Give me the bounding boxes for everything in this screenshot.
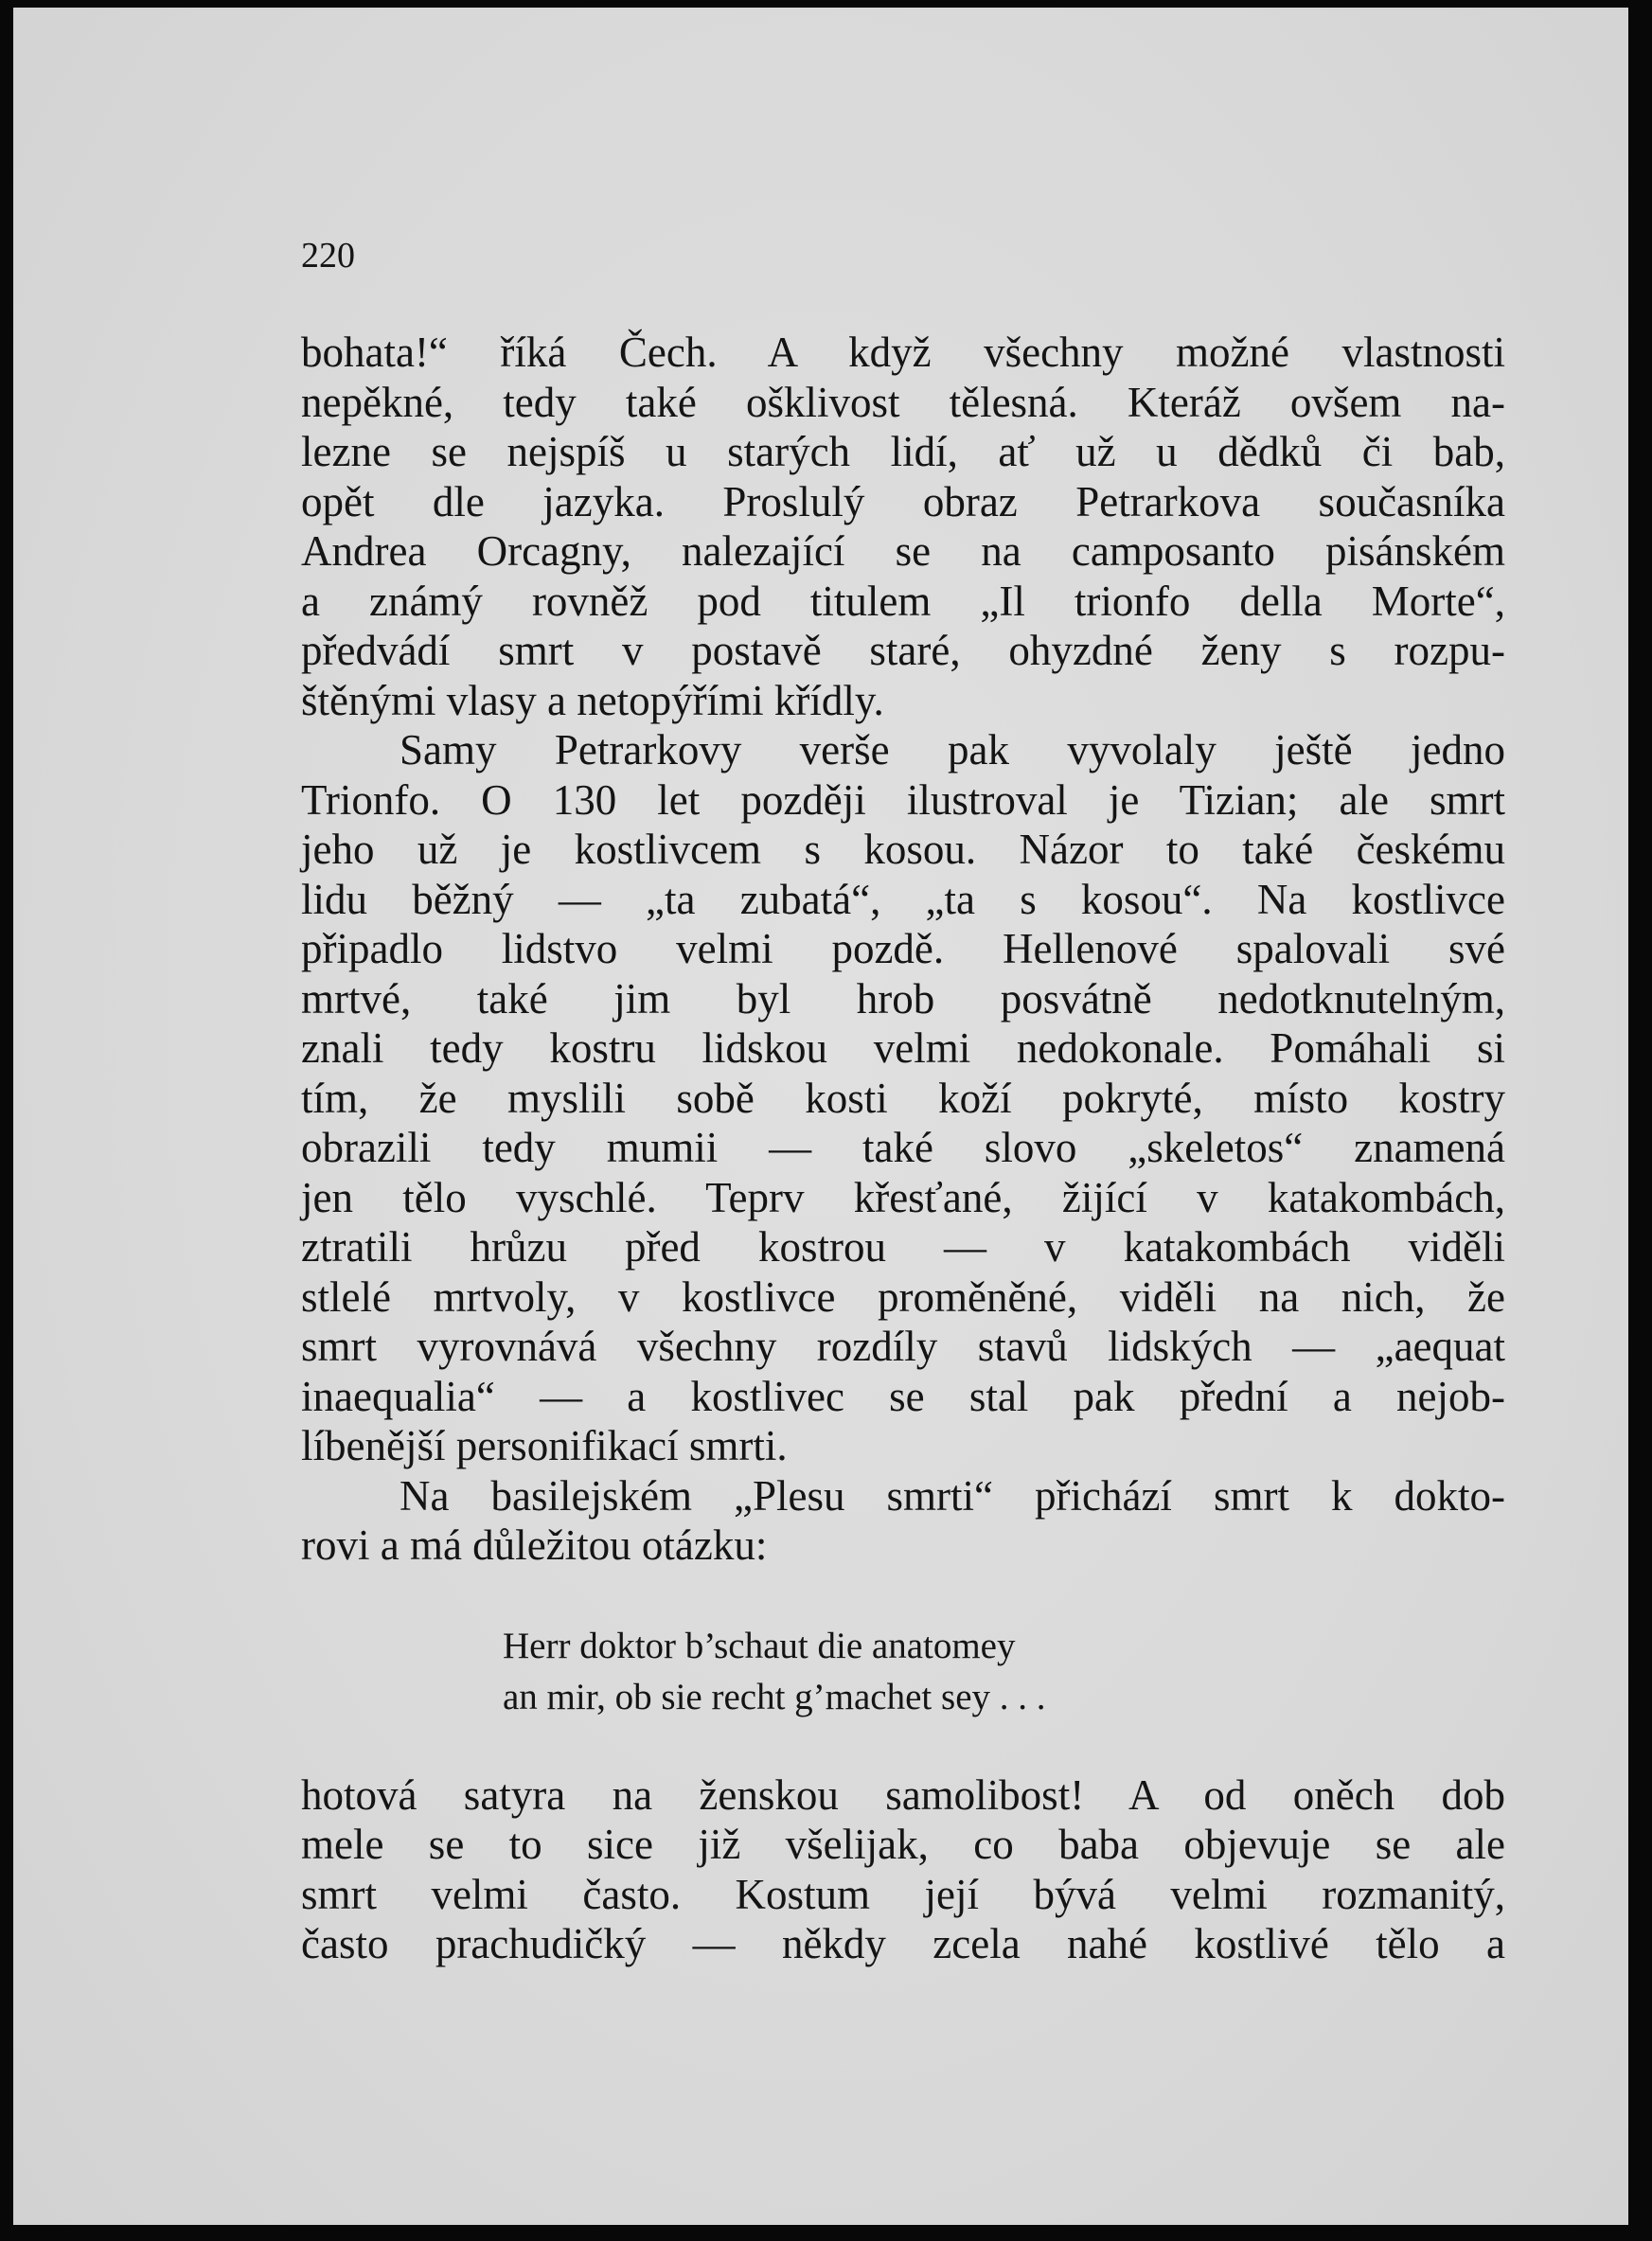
text-line: smrt vyrovnává všechny rozdíly stavů lidských — „aequat xyxy=(301,1323,1505,1370)
text-line: obrazili tedy mumii — také slovo „skeletos“ znamená xyxy=(301,1124,1505,1171)
text-line: rovi a má důležitou otázku: xyxy=(301,1521,768,1569)
text-line: Samy Petrarkovy verše pak vyvolaly ještě jedno xyxy=(400,726,1505,774)
page-number: 220 xyxy=(301,236,355,276)
text-line: jeho už je kostlivcem s kosou. Názor to také českému xyxy=(301,826,1505,873)
text-line: mrtvé, také jim byl hrob posvátně nedotknutelným, xyxy=(301,975,1505,1023)
text-line: lidu běžný — „ta zubatá“, „ta s kosou“. Na kostlivce xyxy=(301,876,1505,923)
text-line: připadlo lidstvo velmi pozdě. Hellenové spalovali své xyxy=(301,925,1505,972)
verse-line: an mir, ob sie recht g’machet sey . . . xyxy=(503,1677,1046,1717)
text-line: znali tedy kostru lidskou velmi nedokonale. Pomáhali si xyxy=(301,1024,1505,1072)
text-line: opět dle jazyka. Proslulý obraz Petrarkova současníka xyxy=(301,478,1505,525)
text-line: mele se to sice již všelijak, co baba objevuje se ale xyxy=(301,1821,1505,1868)
text-line: ztratili hrůzu před kostrou — v katakombách viděli xyxy=(301,1223,1505,1271)
text-line: jen tělo vyschlé. Teprv křesťané, žijící v katakombách, xyxy=(301,1174,1505,1221)
text-line: stlelé mrtvoly, v kostlivce proměněné, viděli na nich, že xyxy=(301,1273,1505,1321)
text-line: Trionfo. O 130 let později ilustroval je Tizian; ale smrt xyxy=(301,776,1505,824)
text-line: hotová satyra na ženskou samolibost! A od oněch dob xyxy=(301,1771,1505,1819)
text-line: nepěkné, tedy také ošklivost tělesná. Kteráž ovšem na- xyxy=(301,379,1505,426)
text-line: a známý rovněž pod titulem „Il trionfo della Morte“, xyxy=(301,578,1505,625)
text-line: často prachudičký — někdy zcela nahé kostlivé tělo a xyxy=(301,1920,1505,1967)
text-line: smrt velmi často. Kostum její bývá velmi rozmanitý, xyxy=(301,1871,1505,1918)
text-line: Andrea Orcagny, nalezající se na camposanto pisánském xyxy=(301,527,1505,575)
verse-line: Herr doktor b’schaut die anatomey xyxy=(503,1626,1016,1666)
text-line: štěnými vlasy a netopýřími křídly. xyxy=(301,677,884,724)
book-page xyxy=(13,8,1628,2225)
text-line: líbenější personifikací smrti. xyxy=(301,1422,788,1469)
text-line: předvádí smrt v postavě staré, ohyzdné ženy s rozpu- xyxy=(301,627,1505,674)
text-line: inaequalia“ — a kostlivec se stal pak přední a nejob- xyxy=(301,1373,1505,1420)
text-line: Na basilejském „Plesu smrti“ přichází smrt k dokto- xyxy=(400,1472,1505,1520)
text-line: tím, že myslili sobě kosti koží pokryté, místo kostry xyxy=(301,1075,1505,1122)
text-line: bohata!“ říká Čech. A když všechny možné vlastnosti xyxy=(301,329,1505,376)
text-line: lezne se nejspíš u starých lidí, ať už u dědků či bab, xyxy=(301,428,1505,475)
